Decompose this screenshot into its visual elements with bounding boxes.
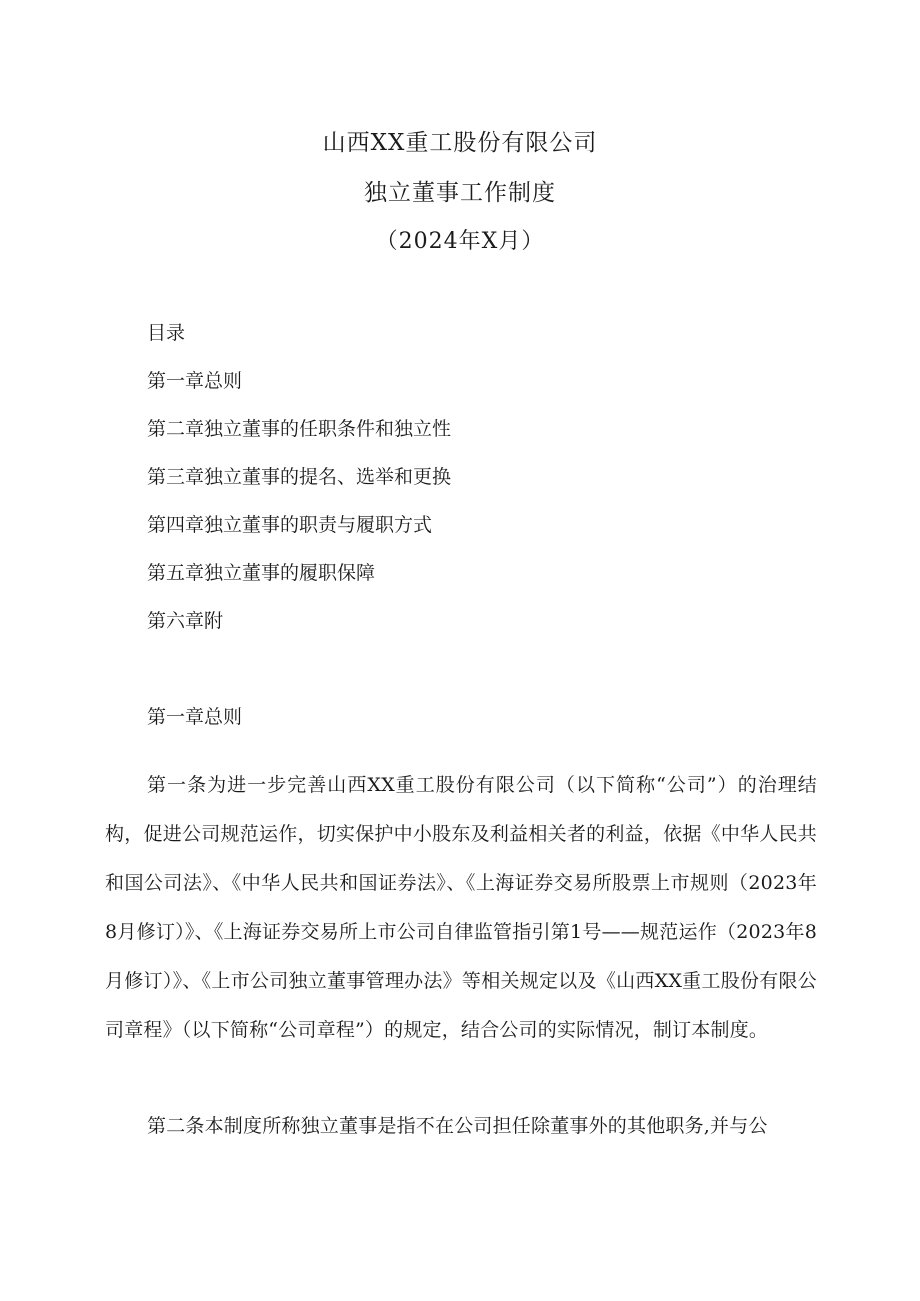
document-title: 独立董事工作制度 [364,180,556,206]
toc-heading: 目录 [147,322,186,344]
toc-item-chapter-4: 第四章独立董事的职责与履职方式 [147,514,433,536]
toc-item-chapter-2: 第二章独立董事的任职条件和独立性 [147,418,452,440]
article-1-paragraph: 第一条为进一步完善山西XX重工股份有限公司（以下简称“公司”）的治理结构，促进公司规范运作，切实保护中小股东及利益相关者的利益，依据《中华人民共和国公司法》、《中华人民共和国证券法》、《上海证券交易所股票上市规则（2023年8月修订）》、《上海证券交易所上市公司自律监管指引第1号——规范运作（2023年8月修订）》、《上市公司独立董事管理办法》等相关规定以及《山西XX重工股份有限公司章程》（以下简称“公司章程”）的规定，结合公司的实际情况，制订本制度。 [105,774,817,1041]
chapter-heading: 第一章总则 [147,706,243,728]
article-2-paragraph: 第二条本制度所称独立董事是指不在公司担任除董事外的其他职务,并与公 [147,1115,768,1137]
document-date: （2024年X月） [375,229,545,254]
toc-item-chapter-6: 第六章附 [147,610,224,632]
document-title-company: 山西XX重工股份有限公司 [322,130,598,156]
toc-item-chapter-5: 第五章独立董事的履职保障 [147,562,376,584]
toc-item-chapter-3: 第三章独立董事的提名、选举和更换 [147,466,452,488]
toc-item-chapter-1: 第一章总则 [147,370,243,392]
table-of-contents [147,318,827,654]
